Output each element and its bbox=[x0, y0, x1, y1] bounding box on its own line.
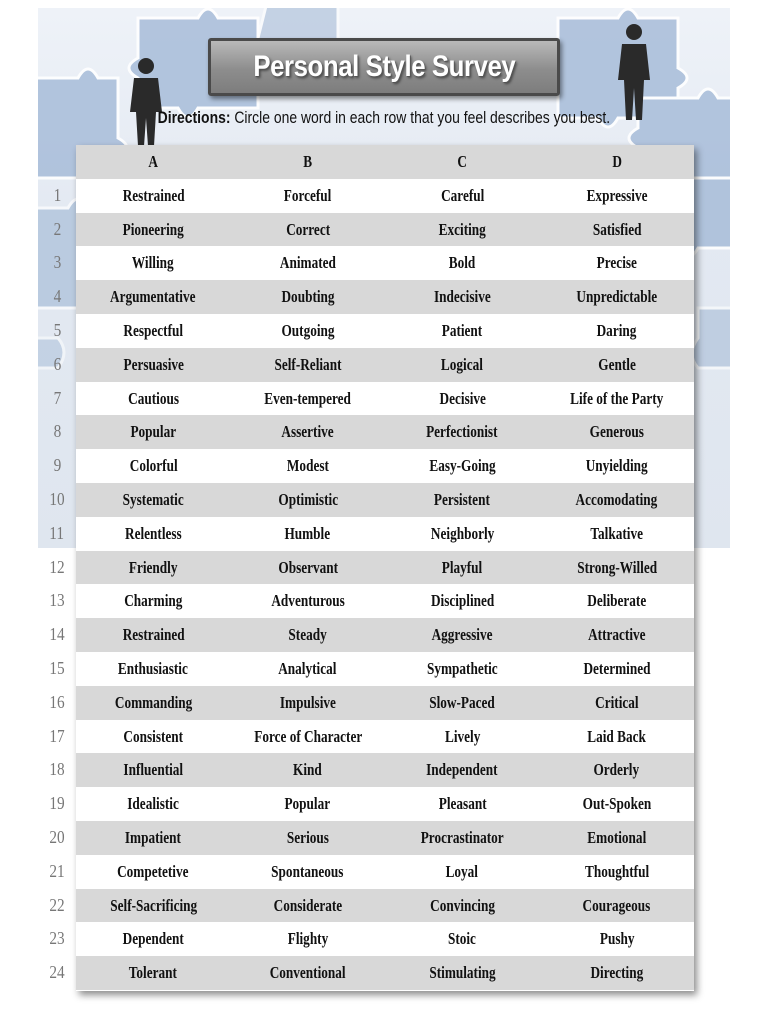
table-row bbox=[76, 956, 694, 990]
word-option-c[interactable]: Procrastinator bbox=[420, 828, 504, 847]
word-option-d[interactable]: Daring bbox=[596, 321, 637, 340]
word-option-d[interactable]: Orderly bbox=[593, 760, 640, 780]
row-number: 10 bbox=[49, 489, 65, 509]
table-row bbox=[76, 382, 694, 416]
survey-table bbox=[76, 145, 694, 991]
word-option-b[interactable]: Spontaneous bbox=[271, 861, 344, 881]
table-row bbox=[76, 449, 694, 483]
table-row bbox=[76, 280, 694, 314]
word-option-a[interactable]: Popular bbox=[130, 422, 177, 442]
row-number: 13 bbox=[49, 590, 65, 611]
word-option-a[interactable]: Consistent bbox=[123, 726, 184, 746]
word-option-a[interactable]: Relentless bbox=[124, 523, 182, 543]
word-option-d[interactable]: Determined bbox=[583, 659, 651, 678]
word-option-d[interactable]: Unyielding bbox=[585, 456, 648, 476]
word-option-b[interactable]: Modest bbox=[286, 456, 329, 476]
word-option-d[interactable]: Laid Back bbox=[587, 726, 647, 746]
word-option-a[interactable]: Self-Sacrificing bbox=[109, 895, 197, 915]
businessperson-right-icon bbox=[614, 22, 654, 122]
word-option-b[interactable]: Outgoing bbox=[281, 321, 335, 340]
word-option-c[interactable]: Lively bbox=[444, 726, 480, 746]
row-number: 18 bbox=[49, 759, 65, 780]
word-option-d[interactable]: Unpredictable bbox=[576, 287, 658, 307]
word-option-b[interactable]: Steady bbox=[288, 625, 327, 645]
word-option-c[interactable]: Sympathetic bbox=[426, 659, 498, 678]
word-option-d[interactable]: Directing bbox=[590, 963, 644, 983]
word-option-c[interactable]: Playful bbox=[441, 557, 483, 577]
word-option-b[interactable]: Kind bbox=[293, 760, 323, 780]
table-row bbox=[76, 618, 694, 652]
word-option-a[interactable]: Systematic bbox=[122, 490, 184, 509]
word-option-c[interactable]: Loyal bbox=[446, 861, 479, 881]
column-header-c: C bbox=[457, 152, 468, 171]
word-option-a[interactable]: Friendly bbox=[128, 557, 178, 577]
word-option-a[interactable]: Respectful bbox=[123, 321, 184, 340]
row-number: 19 bbox=[49, 793, 65, 814]
table-row bbox=[76, 889, 694, 923]
word-option-b[interactable]: Popular bbox=[284, 794, 331, 814]
row-number: 21 bbox=[49, 860, 65, 881]
word-option-b[interactable]: Forceful bbox=[283, 185, 332, 205]
word-option-a[interactable]: Cautious bbox=[127, 388, 179, 408]
word-option-a[interactable]: Idealistic bbox=[127, 794, 180, 814]
word-option-c[interactable]: Slow-Paced bbox=[429, 692, 496, 712]
word-option-d[interactable]: Out-Spoken bbox=[582, 794, 652, 814]
table-row bbox=[76, 753, 694, 787]
table-row bbox=[76, 855, 694, 889]
word-option-a[interactable]: Pioneering bbox=[122, 219, 184, 239]
word-option-a[interactable]: Restrained bbox=[122, 185, 185, 205]
row-number: 16 bbox=[49, 691, 65, 712]
table-row bbox=[76, 922, 694, 956]
table-row bbox=[76, 348, 694, 382]
word-option-b[interactable]: Flighty bbox=[287, 929, 329, 949]
table-row bbox=[76, 246, 694, 280]
title-banner bbox=[208, 38, 560, 96]
word-option-a[interactable]: Charming bbox=[124, 591, 183, 611]
word-option-d[interactable]: Accomodating bbox=[575, 490, 658, 509]
row-number: 6 bbox=[53, 353, 61, 374]
table-row bbox=[76, 584, 694, 618]
table-row bbox=[76, 415, 694, 449]
word-option-b[interactable]: Considerate bbox=[273, 895, 342, 915]
word-option-d[interactable]: Deliberate bbox=[587, 591, 647, 611]
row-number: 11 bbox=[49, 522, 65, 543]
row-number: 14 bbox=[49, 624, 65, 645]
word-option-a[interactable]: Argumentative bbox=[110, 287, 196, 307]
word-option-a[interactable]: Enthusiastic bbox=[118, 659, 189, 678]
row-number: 15 bbox=[49, 658, 65, 678]
word-option-c[interactable]: Stoic bbox=[448, 929, 477, 949]
word-option-d[interactable]: Strong-Willed bbox=[576, 557, 657, 577]
word-option-d[interactable]: Talkative bbox=[590, 523, 644, 543]
row-number: 1 bbox=[53, 184, 61, 205]
row-number: 9 bbox=[53, 455, 61, 476]
table-row bbox=[76, 314, 694, 348]
column-header-a: A bbox=[148, 152, 159, 171]
table-row bbox=[76, 652, 694, 686]
word-option-a[interactable]: Restrained bbox=[122, 625, 185, 645]
word-option-c[interactable]: Easy-Going bbox=[429, 456, 496, 476]
word-option-b[interactable]: Animated bbox=[279, 253, 336, 273]
word-option-a[interactable]: Impatient bbox=[125, 828, 182, 847]
word-option-c[interactable]: Perfectionist bbox=[426, 422, 498, 442]
word-option-d[interactable]: Satisfied bbox=[592, 219, 642, 239]
word-option-b[interactable]: Analytical bbox=[278, 659, 337, 678]
table-header-row bbox=[76, 145, 694, 179]
table-row bbox=[76, 787, 694, 821]
row-number: 3 bbox=[53, 252, 61, 273]
word-option-d[interactable]: Precise bbox=[596, 253, 637, 273]
word-option-d[interactable]: Gentle bbox=[597, 354, 636, 374]
word-option-c[interactable]: Exciting bbox=[438, 219, 486, 239]
word-option-b[interactable]: Doubting bbox=[281, 287, 335, 307]
word-option-c[interactable]: Bold bbox=[448, 253, 476, 273]
row-number: 5 bbox=[53, 320, 61, 340]
word-option-a[interactable]: Commanding bbox=[114, 692, 192, 712]
word-option-b[interactable]: Observant bbox=[277, 557, 338, 577]
word-option-a[interactable]: Dependent bbox=[122, 929, 184, 949]
column-header-b: B bbox=[303, 152, 313, 171]
word-option-c[interactable]: Indecisive bbox=[433, 287, 491, 307]
row-number: 22 bbox=[49, 894, 65, 915]
table-row bbox=[76, 517, 694, 551]
word-option-b[interactable]: Force of Character bbox=[253, 726, 362, 746]
word-option-c[interactable]: Careful bbox=[440, 185, 484, 205]
word-option-d[interactable]: Expressive bbox=[586, 185, 648, 205]
word-option-c[interactable]: Logical bbox=[441, 354, 484, 374]
word-option-d[interactable]: Life of the Party bbox=[570, 388, 664, 408]
word-option-d[interactable]: Generous bbox=[589, 422, 644, 442]
word-option-b[interactable]: Even-tempered bbox=[264, 388, 352, 408]
word-option-b[interactable]: Assertive bbox=[281, 422, 334, 442]
word-option-c[interactable]: Decisive bbox=[439, 388, 486, 408]
word-option-c[interactable]: Independent bbox=[426, 760, 498, 780]
word-option-d[interactable]: Critical bbox=[595, 692, 639, 712]
word-option-c[interactable]: Patient bbox=[441, 321, 483, 340]
table-row bbox=[76, 213, 694, 247]
word-option-d[interactable]: Emotional bbox=[587, 828, 647, 847]
word-option-a[interactable]: Competetive bbox=[117, 861, 189, 881]
word-option-c[interactable]: Neighborly bbox=[430, 523, 494, 543]
word-option-d[interactable]: Attractive bbox=[588, 625, 646, 645]
word-option-b[interactable]: Humble bbox=[284, 523, 331, 543]
word-option-c[interactable]: Disciplined bbox=[430, 591, 494, 611]
word-option-d[interactable]: Thoughtful bbox=[584, 861, 649, 881]
row-number: 17 bbox=[49, 725, 65, 746]
table-row bbox=[76, 179, 694, 213]
word-option-a[interactable]: Colorful bbox=[129, 456, 178, 476]
word-option-b[interactable]: Conventional bbox=[269, 963, 346, 983]
word-option-a[interactable]: Willing bbox=[132, 253, 175, 273]
word-option-a[interactable]: Influential bbox=[123, 760, 184, 780]
word-option-c[interactable]: Pleasant bbox=[438, 794, 487, 814]
row-number: 8 bbox=[53, 421, 61, 442]
page-title: Personal Style Survey bbox=[252, 50, 516, 83]
directions-text: Circle one word in each row that you feel describes you best. bbox=[230, 108, 611, 127]
row-number: 24 bbox=[49, 962, 65, 983]
word-option-b[interactable]: Optimistic bbox=[277, 490, 338, 509]
word-option-c[interactable]: Convincing bbox=[429, 895, 495, 915]
row-number: 7 bbox=[53, 387, 61, 408]
row-number: 4 bbox=[53, 286, 61, 307]
row-number: 23 bbox=[49, 928, 65, 949]
word-option-d[interactable]: Pushy bbox=[599, 929, 635, 949]
row-number: 20 bbox=[49, 827, 65, 847]
word-option-b[interactable]: Correct bbox=[285, 219, 330, 239]
row-number: 2 bbox=[53, 218, 61, 239]
word-option-b[interactable]: Adventurous bbox=[271, 591, 345, 611]
table-row bbox=[76, 686, 694, 720]
word-option-c[interactable]: Persistent bbox=[434, 490, 491, 509]
directions bbox=[80, 108, 688, 138]
word-option-a[interactable]: Persuasive bbox=[123, 354, 184, 374]
word-option-c[interactable]: Stimulating bbox=[429, 963, 496, 983]
word-option-b[interactable]: Serious bbox=[286, 828, 329, 847]
word-option-b[interactable]: Impulsive bbox=[279, 692, 336, 712]
word-option-a[interactable]: Tolerant bbox=[129, 963, 178, 983]
table-row bbox=[76, 483, 694, 517]
word-option-b[interactable]: Self-Reliant bbox=[274, 354, 342, 374]
table-row bbox=[76, 720, 694, 754]
table-row bbox=[76, 551, 694, 585]
word-option-c[interactable]: Aggressive bbox=[431, 625, 493, 645]
directions-label: Directions: bbox=[157, 108, 231, 127]
word-option-d[interactable]: Courageous bbox=[582, 895, 651, 915]
row-number: 12 bbox=[49, 556, 65, 577]
table-row bbox=[76, 821, 694, 855]
column-header-d: D bbox=[611, 152, 622, 171]
